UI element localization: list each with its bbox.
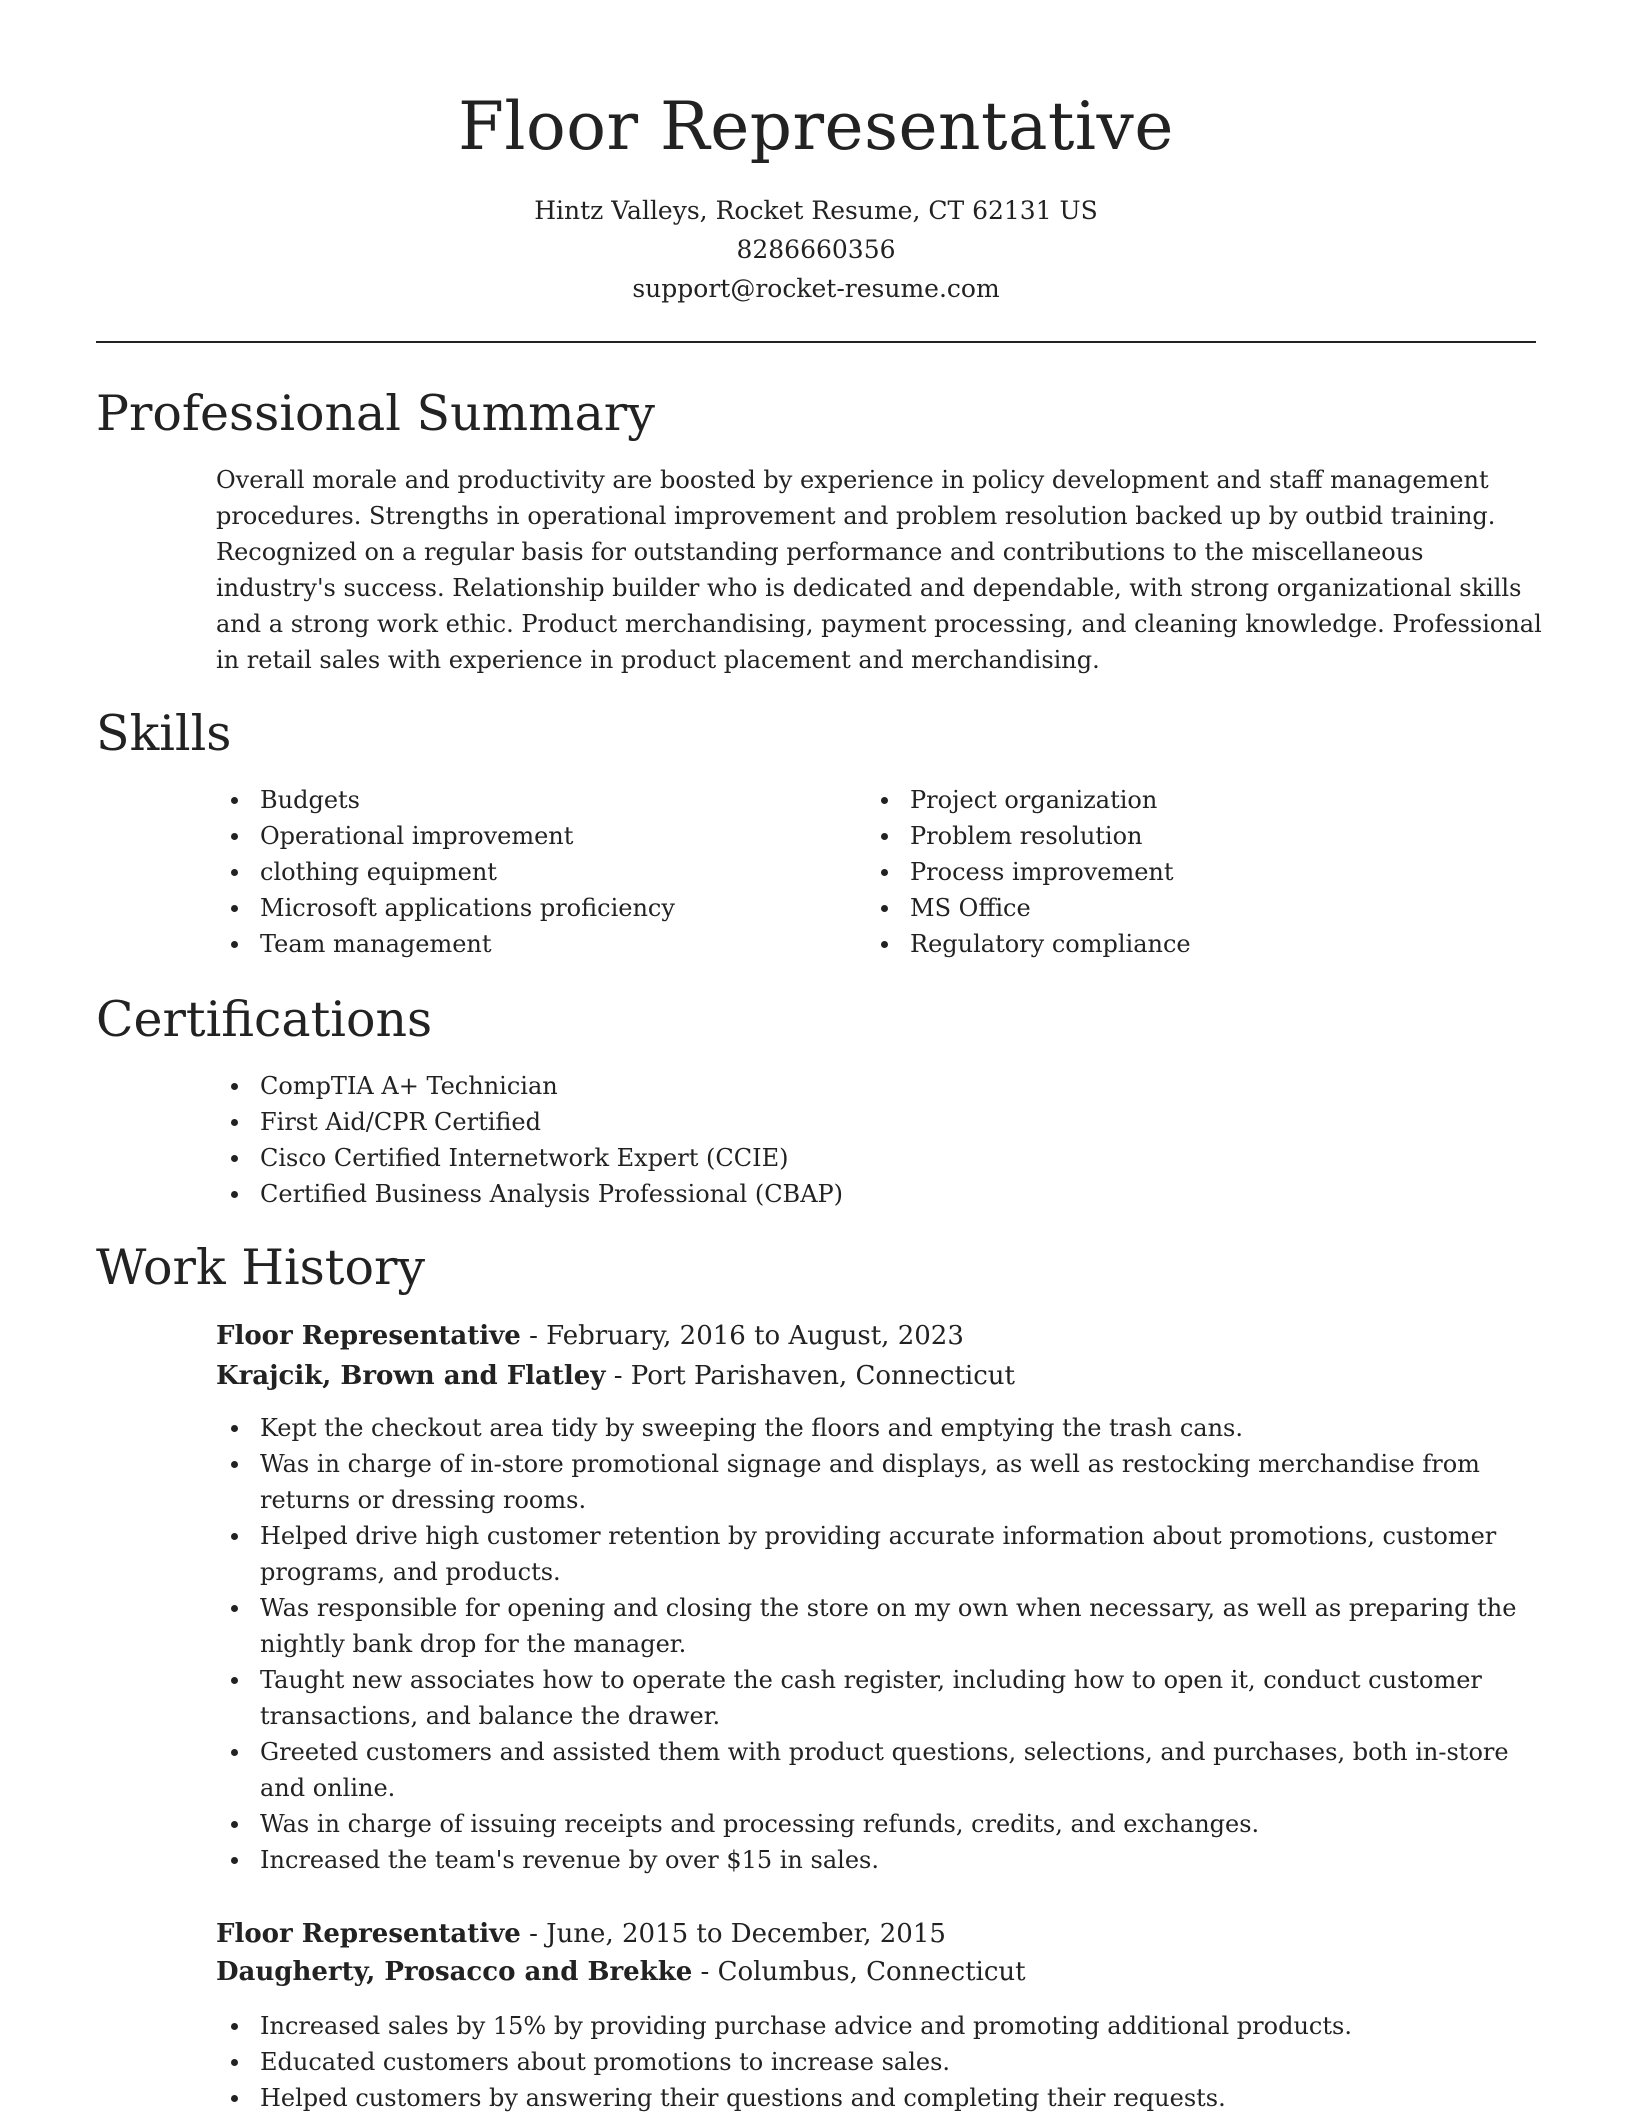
skill-item: Regulatory compliance	[866, 926, 1466, 962]
certification-item: Certified Business Analysis Professional (CBAP)	[216, 1176, 1216, 1212]
job-bullet: Was in charge of in-store promotional signage and displays, as well as restocking merchandise from returns or dressing rooms.	[216, 1446, 1546, 1518]
job-company: Krajcik, Brown and Flatley	[216, 1361, 606, 1391]
job-bullet: Helped drive high customer retention by providing accurate information about promotions, customer programs, and products.	[216, 1518, 1546, 1590]
job-title: Floor Representative	[216, 1321, 521, 1351]
skill-item: Team management	[216, 926, 816, 962]
job-bullet: Was in charge of issuing receipts and processing refunds, credits, and exchanges.	[216, 1806, 1546, 1842]
job-bullet: Taught new associates how to operate the cash register, including how to open it, conduct customer transactions, and balance the drawer.	[216, 1662, 1546, 1734]
job-location: - Columbus, Connecticut	[692, 1957, 1026, 1987]
certification-item: CompTIA A+ Technician	[216, 1068, 1216, 1104]
job-bullet: Greeted customers and assisted them with product questions, selections, and purchases, both in-store and online.	[216, 1734, 1546, 1806]
contact-phone: 8286660356	[736, 235, 896, 264]
certifications-list	[216, 1068, 1216, 1212]
skill-item: Problem resolution	[866, 818, 1466, 854]
job-company-line	[216, 1952, 1026, 1992]
job-dates: - June, 2015 to December, 2015	[520, 1919, 946, 1949]
job-bullet: Was responsible for opening and closing the store on my own when necessary, as well as preparing the nightly bank drop for the manager.	[216, 1590, 1546, 1662]
skill-item: Project organization	[866, 782, 1466, 818]
certification-item: Cisco Certified Internetwork Expert (CCIE)	[216, 1140, 1216, 1176]
contact-block	[96, 191, 1536, 308]
skill-item: Budgets	[216, 782, 816, 818]
job-bullet: Helped customers by answering their questions and completing their requests.	[216, 2080, 1546, 2116]
job-title-line	[216, 1914, 946, 1954]
contact-address: Hintz Valleys, Rocket Resume, CT 62131 US	[534, 196, 1098, 225]
certifications-heading: Certifications	[96, 991, 433, 1048]
skill-item: Microsoft applications proficiency	[216, 890, 816, 926]
job-bullet: Increased the team's revenue by over $15 in sales.	[216, 1842, 1546, 1878]
skills-heading: Skills	[96, 705, 232, 762]
skills-list-left	[216, 782, 816, 962]
job-title: Floor Representative	[216, 1919, 521, 1949]
certification-item: First Aid/CPR Certified	[216, 1104, 1216, 1140]
header-divider	[96, 341, 1536, 343]
skill-item: Process improvement	[866, 854, 1466, 890]
skill-item: MS Office	[866, 890, 1466, 926]
job-location: - Port Parishaven, Connecticut	[605, 1361, 1016, 1391]
candidate-name: Floor Representative	[458, 88, 1174, 165]
job-bullet: Educated customers about promotions to increase sales.	[216, 2044, 1546, 2080]
summary-heading: Professional Summary	[96, 385, 655, 442]
job-bullet: Kept the checkout area tidy by sweeping the floors and emptying the trash cans.	[216, 1410, 1546, 1446]
skill-item: Operational improvement	[216, 818, 816, 854]
job-dates: - February, 2016 to August, 2023	[520, 1321, 964, 1351]
summary-text: Overall morale and productivity are boosted by experience in policy development and staff management procedures. Strengths in operational improvement and problem resolution backed up by outbid training. Recognized on a regular basis for outstanding performance and contributions to the miscellaneous industry's success. Relationship builder who is dedicated and dependable, with strong organizational skills and a strong work ethic. Product merchandising, payment processing, and cleaning knowledge. Professional in retail sales with experience in product placement and merchandising.	[216, 466, 1542, 674]
job-bullets	[216, 2008, 1546, 2116]
contact-email: support@rocket-resume.com	[632, 274, 1000, 303]
skills-list-right	[866, 782, 1466, 962]
job-bullets	[216, 1410, 1546, 1878]
job-company: Daugherty, Prosacco and Brekke	[216, 1957, 693, 1987]
job-title-line	[216, 1316, 964, 1356]
job-company-line	[216, 1356, 1015, 1396]
job-bullet: Increased sales by 15% by providing purchase advice and promoting additional products.	[216, 2008, 1546, 2044]
skill-item: clothing equipment	[216, 854, 816, 890]
work-history-heading: Work History	[96, 1239, 426, 1296]
